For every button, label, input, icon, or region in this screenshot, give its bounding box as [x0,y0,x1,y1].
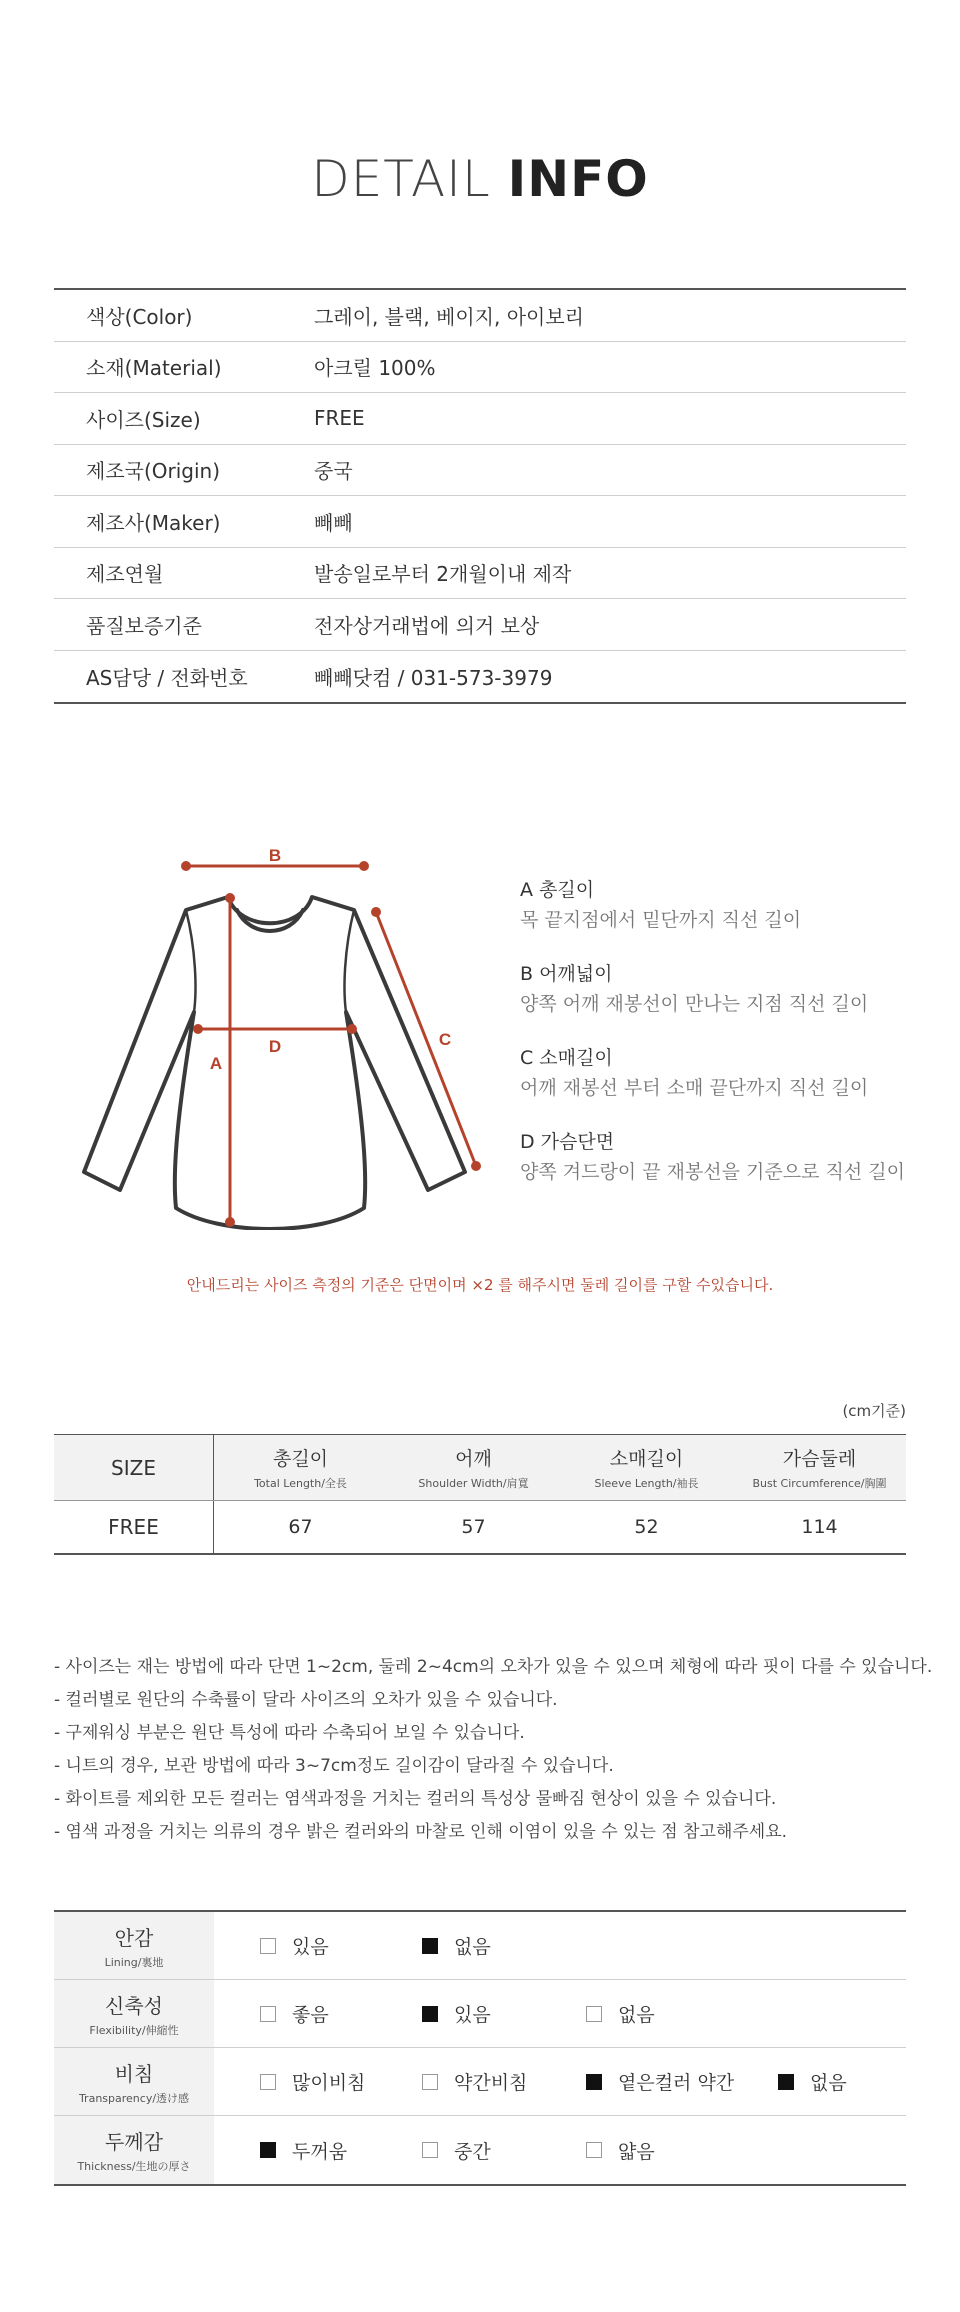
info-label: 제조국(Origin) [86,459,221,484]
sweater-illustration [70,830,510,1230]
size-cell: FREE [54,1501,214,1553]
fabric-feel-table [54,1910,906,2186]
feel-label-sub: Lining/裏地 [104,1955,164,1969]
checkbox-icon [422,2006,438,2022]
feel-option [586,1980,655,2047]
info-row [54,548,906,600]
feel-row-transparency [54,2048,906,2116]
info-label: 제조연월 [86,562,164,587]
checkbox-icon [778,2074,794,2090]
checkbox-icon [586,2074,602,2090]
measure-item [520,1043,920,1103]
feel-options [214,2116,906,2184]
column-subtitle: Sleeve Length/袖長 [594,1477,699,1490]
measurement-lines [181,861,481,1227]
feel-options [214,1912,906,1979]
size-value: 57 [461,1516,486,1538]
info-value: 발송일로부터 2개월이내 제작 [314,562,572,587]
measure-label-d: D [268,1037,282,1056]
info-value: 빼빼 [314,510,353,535]
feel-label-main: 신축성 [105,1993,163,2018]
unit-label: (cm기준) [842,1402,906,1420]
info-label: 사이즈(Size) [86,407,201,432]
column-title: 총길이 [272,1448,329,1470]
column-title: 어깨 [455,1448,492,1470]
measure-heading: D 가슴단면 [520,1131,615,1153]
checkbox-icon [422,2074,438,2090]
info-label: 품질보증기준 [86,613,202,638]
size-header-cell: SIZE [54,1435,214,1500]
feel-options [214,2048,906,2115]
measure-dot [181,861,191,871]
note-item: - 니트의 경우, 보관 방법에 따라 3~7cm정도 길이감이 달라질 수 있습니다. [54,1756,614,1776]
info-value: FREE [314,406,365,431]
measure-text: 목 끝지점에서 밑단까지 직선 길이 [520,909,802,931]
column-subtitle: Bust Circumference/胸圍 [752,1477,887,1490]
measure-dot [225,1217,235,1227]
note-item: - 구제워싱 부분은 원단 특성에 따라 수축되어 보일 수 있습니다. [54,1723,525,1743]
page-title [0,150,960,208]
feel-label-main: 두께감 [105,2130,163,2154]
note-item: - 사이즈는 재는 방법에 따라 단면 1~2cm, 둘레 2~4cm의 오차가 있을 수 있으며 체형에 따라 핏이 다를 수 있습니다. [54,1657,933,1677]
measure-heading: C 소매길이 [520,1047,613,1069]
option-label: 옅은컬러 약간 [618,2072,735,2094]
measure-label-b: B [268,846,282,865]
size-value: 52 [634,1516,659,1538]
option-label: 없음 [618,2004,655,2026]
option-label: 중간 [454,2140,491,2163]
right-armhole [345,910,354,1012]
measure-labels [210,846,451,1073]
feel-label-sub: Thickness/生地の厚さ [77,2160,191,2173]
info-row [54,393,906,445]
size-column-header [214,1435,387,1500]
measure-item [520,959,920,1019]
feel-label-sub: Transparency/透け感 [78,2091,190,2105]
feel-label [54,2116,214,2184]
measure-dot [225,893,235,903]
option-label: 있음 [292,1936,329,1958]
garment-diagram [70,830,510,1230]
checkbox-icon [260,1938,276,1954]
note-item: - 화이트를 제외한 모든 컬러는 염색과정을 거치는 컬러의 특성상 물빠짐 현상이 있을 수 있습니다. [54,1789,777,1809]
info-row [54,651,906,703]
checkbox-icon [586,2142,602,2158]
option-label: 있음 [454,2004,491,2026]
collar-line [237,910,303,931]
feel-option [586,2048,734,2115]
info-label: 제조사(Maker) [86,510,221,535]
title-light: DETAIL [311,150,508,208]
feel-row-thickness [54,2116,906,2184]
option-label: 얇음 [618,2140,655,2163]
sweater-body [84,897,465,1229]
info-label: AS담당 / 전화번호 [86,665,248,690]
feel-option [422,2048,527,2115]
size-column-header [733,1435,906,1500]
measure-text: 어깨 재봉선 부터 소매 끝단까지 직선 길이 [520,1077,869,1099]
info-value: 그레이, 블랙, 베이지, 아이보리 [314,304,584,329]
measurement-notice: 안내드리는 사이즈 측정의 기준은 단면이며 ×2 를 해주시면 둘레 길이를 구할 수있습니다. [186,1276,774,1294]
feel-row-lining [54,1912,906,1980]
info-value: 빼빼닷컴 / 031-573-3979 [314,665,553,690]
column-subtitle: Shoulder Width/肩寬 [418,1477,529,1490]
option-label: 많이비침 [292,2072,366,2094]
size-value: 114 [801,1516,838,1538]
info-row [54,342,906,394]
feel-option [260,1980,329,2047]
measure-dot [347,1024,357,1034]
feel-options [214,1980,906,2047]
measure-dot [193,1024,203,1034]
feel-option [422,1980,491,2047]
note-item: - 염색 과정을 거치는 의류의 경우 밝은 컬러와의 마찰로 인해 이염이 있을 수 있는 점 참고해주세요. [54,1822,788,1842]
sweater-outline [84,897,465,1229]
feel-option [586,2116,655,2184]
option-label: 약간비침 [454,2072,528,2094]
table-row [54,1501,906,1553]
checkbox-icon [260,2074,276,2090]
size-column-header [387,1435,560,1500]
feel-option [422,1912,491,1979]
checkbox-icon [260,2006,276,2022]
size-value: 67 [288,1516,313,1538]
product-info-table [54,288,906,704]
option-label: 없음 [454,1936,491,1958]
feel-option [260,2116,347,2184]
checkbox-icon [260,2142,276,2158]
info-label: 소재(Material) [86,356,222,381]
measure-dot [371,907,381,917]
measure-line-c [376,912,476,1166]
info-row [54,445,906,497]
feel-option [778,2048,847,2115]
feel-row-flexibility [54,1980,906,2048]
option-label: 없음 [810,2072,847,2094]
info-value: 중국 [314,459,353,484]
measure-text: 양쪽 어깨 재봉선이 만나는 지점 직선 길이 [520,993,869,1015]
feel-label-sub: Flexibility/伸縮性 [89,2023,179,2037]
feel-option [260,2048,365,2115]
feel-label-main: 안감 [114,1925,154,1950]
measure-heading: A 총길이 [520,879,595,901]
feel-label [54,1912,214,1979]
info-label: 색상(Color) [86,304,193,329]
title-bold: INFO [507,150,649,208]
info-row [54,599,906,651]
column-title: 가슴둘레 [782,1448,857,1470]
size-column-header [560,1435,733,1500]
size-table-header [54,1435,906,1501]
checkbox-icon [422,1938,438,1954]
info-row [54,496,906,548]
note-item: - 컬러별로 원단의 수축률이 달라 사이즈의 오차가 있을 수 있습니다. [54,1690,558,1710]
column-subtitle: Total Length/全長 [254,1477,347,1490]
measurement-descriptions [520,875,920,1211]
option-label: 좋음 [292,2004,329,2026]
measure-heading: B 어깨넓이 [520,963,613,985]
checkbox-icon [422,2142,438,2158]
info-row [54,290,906,342]
checkbox-icon [586,2006,602,2022]
measure-dot [471,1161,481,1171]
feel-option [260,1912,329,1979]
option-label: 두꺼움 [292,2140,348,2163]
column-title: 소매길이 [609,1448,684,1470]
info-value: 아크릴 100% [314,356,436,381]
feel-label [54,2048,214,2115]
feel-label-main: 비침 [114,2061,154,2086]
measure-item [520,1127,920,1187]
size-table [54,1434,906,1555]
measure-text: 양쪽 겨드랑이 끝 재봉선을 기준으로 직선 길이 [520,1161,905,1183]
feel-option [422,2116,491,2184]
info-value: 전자상거래법에 의거 보상 [314,613,540,638]
left-armhole [186,910,195,1012]
measure-item [520,875,920,935]
measure-dot [359,861,369,871]
size-notes [54,1651,934,1849]
measure-label-a: A [209,1054,223,1073]
measure-label-c: C [438,1030,452,1049]
feel-label [54,1980,214,2047]
